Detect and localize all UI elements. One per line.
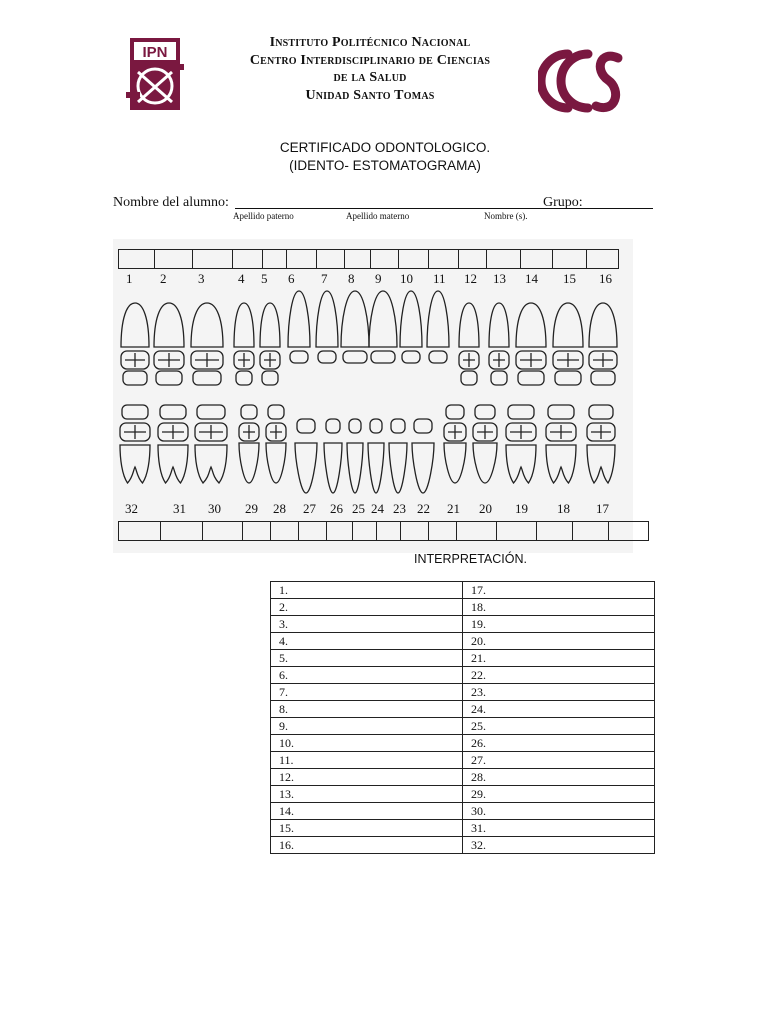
upper-tooth-occlusal: [591, 371, 615, 385]
interpretation-cell[interactable]: 30.: [463, 803, 655, 820]
interpretation-cell[interactable]: 22.: [463, 667, 655, 684]
institution-header: [200, 34, 540, 104]
interpretation-row: [271, 718, 655, 735]
upper-tooth-occlusal: [461, 371, 477, 385]
upper-tooth-occlusal-groove: [493, 353, 505, 367]
upper-tooth-illustration: [589, 303, 617, 347]
interpretation-row: [271, 650, 655, 667]
interpretation-row: [271, 616, 655, 633]
lower-tooth-occlusal-groove: [477, 425, 493, 439]
interpretation-row: [271, 599, 655, 616]
sublabel-apellido-paterno: Apellido paterno: [233, 211, 294, 221]
upper-tooth-illustration: [516, 303, 546, 347]
lower-tooth-occlusal-groove: [270, 425, 282, 439]
upper-tooth-number: 14: [525, 271, 538, 286]
upper-tooth-number: 13: [493, 271, 506, 286]
lower-tooth-illustration: [347, 443, 363, 493]
sublabel-nombre: Nombre (s).: [484, 211, 528, 221]
lower-tooth-box[interactable]: [202, 521, 243, 541]
upper-tooth-number: 12: [464, 271, 477, 286]
upper-tooth-illustration: [341, 291, 369, 347]
upper-tooth-illustration: [459, 303, 479, 347]
lower-tooth-incisal: [391, 419, 405, 433]
interpretation-cell[interactable]: 12.: [271, 769, 463, 786]
lower-tooth-occlusal: [446, 405, 464, 419]
ipn-logo: [124, 32, 186, 116]
upper-tooth-illustration: [260, 303, 280, 347]
lower-tooth-occlusal-groove: [124, 425, 146, 439]
lower-tooth-occlusal-groove: [199, 425, 223, 439]
lower-tooth-number: 25: [352, 501, 365, 516]
upper-tooth-incisal: [371, 351, 395, 363]
upper-tooth-illustration: [553, 303, 583, 347]
interpretation-row: [271, 837, 655, 854]
upper-tooth-number: 3: [198, 271, 205, 286]
lower-tooth-illustration: [324, 443, 342, 493]
lower-tooth-occlusal-groove: [550, 425, 572, 439]
lower-tooth-number: 29: [245, 501, 258, 516]
interpretation-cell[interactable]: 25.: [463, 718, 655, 735]
upper-tooth-number: 6: [288, 271, 295, 286]
lower-tooth-box[interactable]: [400, 521, 429, 541]
upper-tooth-number: 11: [433, 271, 446, 286]
lower-tooth-box[interactable]: [118, 521, 161, 541]
interpretation-cell[interactable]: 13.: [271, 786, 463, 803]
interpretation-cell[interactable]: 10.: [271, 735, 463, 752]
upper-tooth-occlusal: [193, 371, 221, 385]
interpretation-cell[interactable]: 3.: [271, 616, 463, 633]
interpretation-cell[interactable]: 18.: [463, 599, 655, 616]
lower-tooth-occlusal-groove: [162, 425, 184, 439]
upper-tooth-number: 1: [126, 271, 133, 286]
lower-tooth-occlusal: [268, 405, 284, 419]
upper-tooth-incisal: [290, 351, 308, 363]
group-field[interactable]: [584, 208, 646, 209]
interpretation-row: [271, 582, 655, 599]
lower-tooth-occlusal: [241, 405, 257, 419]
upper-tooth-illustration: [489, 303, 509, 347]
lower-tooth-illustration: [120, 445, 150, 483]
upper-tooth-occlusal-groove: [593, 353, 613, 367]
lower-tooth-illustration: [368, 443, 384, 493]
lower-tooth-illustration: [295, 443, 317, 493]
lower-tooth-number: 20: [479, 501, 492, 516]
interpretation-cell[interactable]: 16.: [271, 837, 463, 854]
lower-tooth-illustration: [389, 443, 407, 493]
lower-tooth-occlusal: [589, 405, 613, 419]
certificate-title: CERTIFICADO ODONTOLOGICO.: [279, 140, 491, 155]
upper-tooth-occlusal-groove: [264, 353, 276, 367]
lower-tooth-occlusal: [197, 405, 225, 419]
lower-tooth-number: 19: [515, 501, 528, 516]
lower-tooth-number: 18: [557, 501, 570, 516]
lower-tooth-box[interactable]: [270, 521, 299, 541]
upper-tooth-illustration: [191, 303, 223, 347]
lower-tooth-box[interactable]: [326, 521, 353, 541]
upper-tooth-number: 2: [160, 271, 167, 286]
lower-tooth-occlusal: [548, 405, 574, 419]
name-label: Nombre del alumno:: [113, 195, 229, 210]
interpretation-cell[interactable]: 23.: [463, 684, 655, 701]
interpretation-cell[interactable]: 4.: [271, 633, 463, 650]
interpretation-cell[interactable]: 6.: [271, 667, 463, 684]
upper-tooth-illustration: [154, 303, 184, 347]
institution-line: Instituto Politécnico Nacional: [269, 35, 471, 50]
upper-tooth-incisal: [402, 351, 420, 363]
upper-tooth-occlusal: [491, 371, 507, 385]
upper-tooth-occlusal-groove: [557, 353, 579, 367]
lower-tooth-number: 32: [125, 501, 138, 516]
upper-tooth-occlusal-groove: [463, 353, 475, 367]
interpretation-title: INTERPRETACIÓN.: [414, 552, 527, 566]
interpretation-row: [271, 820, 655, 837]
upper-tooth-occlusal-groove: [520, 353, 542, 367]
lower-tooth-boxes: [119, 521, 649, 541]
upper-tooth-incisal: [429, 351, 447, 363]
interpretation-row: [271, 735, 655, 752]
upper-tooth-number: 7: [321, 271, 328, 286]
institution-line: Centro Interdisciplinario de Ciencias: [249, 52, 491, 68]
upper-tooth-occlusal: [156, 371, 182, 385]
lower-tooth-occlusal: [160, 405, 186, 419]
upper-tooth-illustration: [234, 303, 254, 347]
sublabel-apellido-materno: Apellido materno: [346, 211, 410, 221]
lower-tooth-occlusal-groove: [448, 425, 462, 439]
interpretation-row: [271, 752, 655, 769]
upper-tooth-occlusal: [555, 371, 581, 385]
lower-tooth-box[interactable]: [298, 521, 327, 541]
interpretation-cell[interactable]: 7.: [271, 684, 463, 701]
upper-tooth-number: 4: [238, 271, 245, 286]
upper-tooth-number: 16: [599, 271, 612, 286]
lower-tooth-illustration: [546, 445, 576, 483]
upper-tooth-illustration: [369, 291, 397, 347]
ipn-logo-text: IPN: [142, 44, 168, 61]
upper-tooth-occlusal: [123, 371, 147, 385]
interpretation-cell[interactable]: 14.: [271, 803, 463, 820]
interpretation-cell[interactable]: 31.: [463, 820, 655, 837]
institution-line: de la Salud: [333, 70, 407, 85]
lower-tooth-occlusal: [508, 405, 534, 419]
lower-tooth-illustration: [473, 443, 497, 483]
lower-tooth-box[interactable]: [428, 521, 457, 541]
group-label: Grupo:: [543, 195, 583, 210]
interpretation-cell[interactable]: 5.: [271, 650, 463, 667]
dental-chart: [113, 239, 633, 553]
lower-tooth-number: 28: [273, 501, 286, 516]
lower-tooth-box[interactable]: [160, 521, 203, 541]
lower-tooth-number: 31: [173, 501, 186, 516]
lower-tooth-box[interactable]: [352, 521, 377, 541]
lower-tooth-box[interactable]: [496, 521, 537, 541]
lower-tooth-number: 23: [393, 501, 406, 516]
lower-tooth-occlusal: [475, 405, 495, 419]
interpretation-cell[interactable]: 17.: [463, 582, 655, 599]
interpretation-cell[interactable]: 11.: [271, 752, 463, 769]
interpretation-cell[interactable]: 8.: [271, 701, 463, 718]
interpretation-row: [271, 633, 655, 650]
interpretation-row: [271, 667, 655, 684]
lower-tooth-occlusal-groove: [243, 425, 255, 439]
upper-tooth-number: 15: [563, 271, 576, 286]
lower-tooth-box[interactable]: [456, 521, 497, 541]
upper-tooth-occlusal: [262, 371, 278, 385]
interpretation-cell[interactable]: 27.: [463, 752, 655, 769]
interpretation-cell[interactable]: 32.: [463, 837, 655, 854]
cics-logo: [538, 40, 630, 122]
upper-tooth-illustration: [288, 291, 310, 347]
lower-tooth-illustration: [444, 443, 466, 483]
interpretation-cell[interactable]: 15.: [271, 820, 463, 837]
interpretation-cell[interactable]: 20.: [463, 633, 655, 650]
institution-line: Unidad Santo Tomas: [305, 87, 435, 103]
certificate-heading: [200, 139, 570, 175]
lower-tooth-number: 22: [417, 501, 430, 516]
interpretation-cell[interactable]: 19.: [463, 616, 655, 633]
certificate-subtitle: (IDENTO- ESTOMATOGRAMA): [289, 158, 481, 173]
upper-tooth-incisal: [318, 351, 336, 363]
lower-tooth-box[interactable]: [376, 521, 401, 541]
interpretation-row: [271, 786, 655, 803]
lower-tooth-illustration: [587, 445, 615, 483]
lower-tooth-box[interactable]: [572, 521, 609, 541]
upper-tooth-occlusal: [518, 371, 544, 385]
lower-tooth-incisal: [349, 419, 361, 433]
lower-tooth-incisal: [414, 419, 432, 433]
lower-tooth-number: 17: [596, 501, 609, 516]
lower-tooth-occlusal-groove: [591, 425, 611, 439]
interpretation-cell[interactable]: 24.: [463, 701, 655, 718]
upper-tooth-occlusal-groove: [125, 353, 145, 367]
lower-tooth-number: 30: [208, 501, 221, 516]
upper-tooth-occlusal-groove: [158, 353, 180, 367]
cics-logo-text: CICS: [582, 120, 586, 121]
interpretation-cell[interactable]: 21.: [463, 650, 655, 667]
upper-tooth-occlusal-groove: [238, 353, 250, 367]
upper-tooth-number: 5: [261, 271, 268, 286]
lower-tooth-incisal: [297, 419, 315, 433]
interpretation-cell[interactable]: 29.: [463, 786, 655, 803]
interpretation-row: [271, 701, 655, 718]
lower-tooth-occlusal: [122, 405, 148, 419]
upper-tooth-number: 10: [400, 271, 413, 286]
lower-tooth-illustration: [412, 443, 434, 493]
lower-tooth-incisal: [370, 419, 382, 433]
upper-tooth-illustration: [400, 291, 422, 347]
interpretation-cell[interactable]: 9.: [271, 718, 463, 735]
upper-tooth-incisal: [343, 351, 367, 363]
interpretation-cell[interactable]: 28.: [463, 769, 655, 786]
upper-tooth-number: 8: [348, 271, 355, 286]
interpretation-table: [270, 581, 655, 854]
interpretation-row: [271, 803, 655, 820]
lower-tooth-box[interactable]: [608, 521, 649, 541]
lower-tooth-illustration: [266, 443, 286, 483]
upper-tooth-illustration: [121, 303, 149, 347]
lower-tooth-number: 27: [303, 501, 316, 516]
lower-tooth-box[interactable]: [536, 521, 573, 541]
upper-tooth-occlusal: [236, 371, 252, 385]
interpretation-row: [271, 769, 655, 786]
lower-tooth-illustration: [195, 445, 227, 483]
upper-tooth-occlusal-groove: [195, 353, 219, 367]
upper-tooth-illustration: [427, 291, 449, 347]
interpretation-cell[interactable]: 2.: [271, 599, 463, 616]
upper-tooth-number: 9: [375, 271, 382, 286]
interpretation-row: [271, 684, 655, 701]
lower-tooth-illustration: [506, 445, 536, 483]
lower-tooth-illustration: [239, 443, 259, 483]
interpretation-cell[interactable]: 1.: [271, 582, 463, 599]
lower-tooth-illustration: [158, 445, 188, 483]
lower-tooth-number: 24: [371, 501, 384, 516]
lower-tooth-number: 26: [330, 501, 343, 516]
lower-tooth-occlusal-groove: [510, 425, 532, 439]
interpretation-cell[interactable]: 26.: [463, 735, 655, 752]
lower-tooth-box[interactable]: [242, 521, 271, 541]
lower-tooth-number: 21: [447, 501, 460, 516]
lower-tooth-incisal: [326, 419, 340, 433]
upper-tooth-illustration: [316, 291, 338, 347]
